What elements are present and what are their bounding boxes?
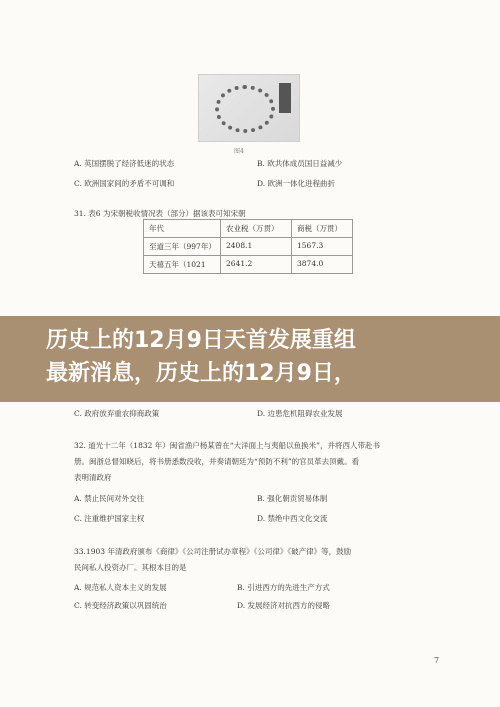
q33-option-d: D. 发展经济对抗西方的侵略 [237, 601, 331, 610]
table-row [144, 256, 353, 274]
q32-option-b: B. 强化朝贡贸易体制 [257, 494, 328, 503]
q32-stem-line-3: 表明清政府 [74, 473, 112, 482]
page-number: 7 [434, 656, 440, 665]
table-cell: 3874.0 [292, 256, 353, 274]
figure-flag [279, 83, 291, 113]
figure-caption: 图4 [234, 148, 244, 155]
headline-line-1: 历史上的12月9日天首发展重组 [46, 328, 356, 353]
q31-stem: 31. 表6 为宋朝税收情况表（部分）据该表可知宋朝 [74, 209, 246, 218]
headline-text[interactable] [46, 324, 466, 390]
q33-stem-line-2: 民间私人投资办厂。其根本目的是 [74, 563, 187, 572]
figure-stars-ring [215, 85, 275, 133]
q32-option-d: D. 禁绝中西文化交流 [257, 514, 328, 523]
table-header-cell: 农业税（万贯） [221, 220, 292, 238]
q32-stem-line-2: 册。闽浙总督知晓后，将书册悉数没收，并奏请朝廷为“预防不利”的官员革去顶戴。看 [74, 457, 360, 466]
q30-option-b: B. 欧共体成员国日益减少 [257, 159, 343, 168]
q32-option-c: C. 注重维护国家主权 [74, 514, 145, 523]
q30-option-c: C. 欧洲国家间的矛盾不可调和 [74, 179, 175, 188]
table-header-cell: 商税（万贯） [292, 220, 353, 238]
table-cell: 2408.1 [221, 238, 292, 256]
table-cell: 2641.2 [221, 256, 292, 274]
figure-photo [198, 74, 300, 142]
q31-option-c: C. 政府放弃重农抑商政策 [74, 409, 160, 418]
q32-stem-line-1: 32. 道光十二年（1832 年）闽省渔户杨某曾在“大洋面上与夷船以鱼换米”，并将西人带赴书 [74, 441, 380, 450]
q33-stem-line-1: 33.1903 年清政府颁布《商律》《公司注册试办章程》《公司律》《破产律》等，鼓励 [74, 547, 352, 556]
q31-option-d: D. 边患危机阻碍农业发展 [257, 409, 343, 418]
table-row [144, 238, 353, 256]
tax-table [143, 219, 353, 274]
table-header-cell: 年代 [144, 220, 221, 238]
q33-option-b: B. 引进西方的先进生产方式 [237, 583, 330, 592]
table-cell: 至道三年（997年） [144, 238, 221, 256]
headline-line-2: 最新消息，历史上的12月9日， [46, 361, 356, 386]
table-cell: 1567.3 [292, 238, 353, 256]
q32-option-a: A. 禁止民间对外交往 [74, 494, 145, 503]
table-header-row [144, 220, 353, 238]
q33-option-a: A. 规范私人资本主义的发展 [74, 583, 167, 592]
table-cell: 天禧五年（1021 [144, 256, 221, 274]
q30-option-d: D. 欧洲一体化进程曲折 [257, 179, 336, 188]
q33-option-c: C. 转变经济政策以巩固统治 [74, 601, 167, 610]
q30-option-a: A. 英国摆脱了经济低迷的状态 [74, 159, 175, 168]
